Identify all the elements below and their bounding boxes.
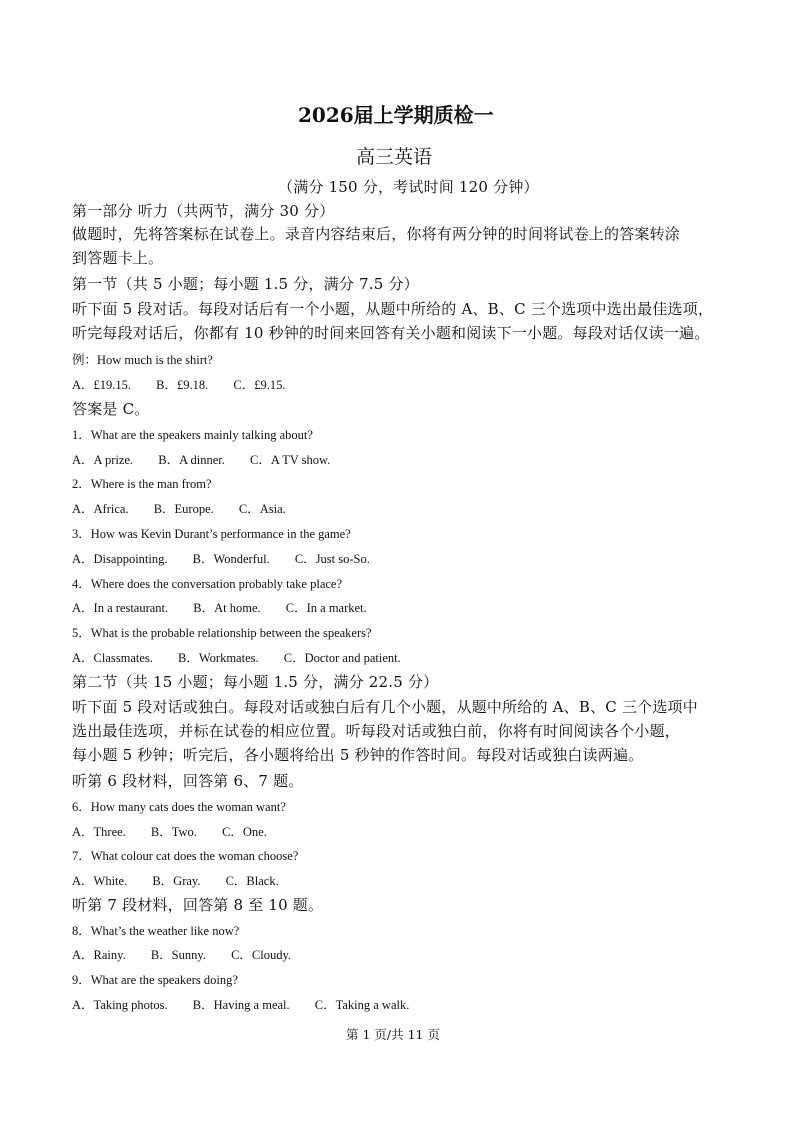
- section1-heading: 第一节（共 5 小题；每小题 1.5 分，满分 7.5 分）: [72, 275, 419, 293]
- example-question: 例：How much is the shirt?: [72, 353, 213, 367]
- option-b: B．Sunny.: [150, 948, 206, 962]
- question-7-options: [72, 871, 301, 889]
- question-8-options: [72, 945, 313, 963]
- option-b: B．Having a meal.: [192, 998, 290, 1012]
- option-c: C．Cloudy.: [231, 948, 292, 962]
- option-c: C．Asia.: [238, 502, 286, 516]
- option-c: C．Black.: [225, 874, 279, 888]
- option-b: B．At home.: [193, 601, 261, 615]
- material-6-heading: 听第 6 段材料，回答第 6、7 题。: [72, 772, 304, 790]
- question-4: 4．Where does the conversation probably take place?: [72, 577, 343, 591]
- option-c: C．£9.15.: [233, 378, 286, 392]
- section2-heading: 第二节（共 15 小题；每小题 1.5 分，满分 22.5 分）: [72, 673, 439, 691]
- question-3: 3．How was Kevin Durant’s performance in the game?: [72, 527, 351, 541]
- option-a: A．Disappointing.: [72, 552, 168, 566]
- option-b: B．£9.18.: [156, 378, 209, 392]
- option-a: A．A prize.: [72, 453, 134, 467]
- question-2-options: [72, 499, 308, 517]
- question-3-options: [72, 549, 392, 567]
- example-options: [72, 375, 307, 393]
- option-b: B．Gray.: [152, 874, 201, 888]
- question-8: 8．What’s the weather like now?: [72, 924, 240, 938]
- option-a: A．Rainy.: [72, 948, 126, 962]
- section2-instruction-3: 每小题 5 秒钟；听完后，各小题将给出 5 秒钟的作答时间。每段对话或独白读两遍。: [72, 746, 644, 764]
- section2-instruction-2: 选出最佳选项，并标在试卷的相应位置。听每段对话或独白前，你将有时间阅读各个小题，: [72, 722, 681, 740]
- part1-heading: 第一部分 听力（共两节，满分 30 分）: [72, 202, 335, 220]
- question-6: 6．How many cats does the woman want?: [72, 800, 286, 814]
- page-number: 第 1 页/共 11 页: [346, 1027, 440, 1042]
- part1-instruction-2: 到答题卡上。: [72, 249, 164, 267]
- question-9-options: [72, 995, 431, 1013]
- option-b: B．Europe.: [153, 502, 214, 516]
- option-a: A．Taking photos.: [72, 998, 168, 1012]
- option-c: C．In a market.: [285, 601, 367, 615]
- exam-title: 2026届上学期质检一: [298, 103, 494, 127]
- section1-instruction-1: 听下面 5 段对话。每段对话后有一个小题，从题中所给的 A、B、C 三个选项中选出最佳选项，: [72, 300, 714, 318]
- option-c: C．Just so-So.: [294, 552, 370, 566]
- option-c: C．One.: [222, 825, 267, 839]
- question-7: 7．What colour cat does the woman choose?: [72, 849, 299, 863]
- exam-note: （满分 150 分，考试时间 120 分钟）: [278, 178, 539, 196]
- section1-instruction-2: 听完每段对话后，你都有 10 秒钟的时间来回答有关小题和阅读下一小题。每段对话仅读一遍。: [72, 324, 710, 342]
- material-7-heading: 听第 7 段材料，回答第 8 至 10 题。: [72, 896, 324, 914]
- option-b: B．Wonderful.: [192, 552, 270, 566]
- option-a: A．Africa.: [72, 502, 129, 516]
- question-9: 9．What are the speakers doing?: [72, 973, 238, 987]
- section2-instruction-1: 听下面 5 段对话或独白。每段对话或独白后有几个小题，从题中所给的 A、B、C 三个选项中: [72, 698, 698, 716]
- option-a: A．Three.: [72, 825, 126, 839]
- part1-instruction-1: 做题时，先将答案标在试卷上。录音内容结束后，你将有两分钟的时间将试卷上的答案转涂: [72, 225, 681, 243]
- option-b: B．Two.: [150, 825, 197, 839]
- question-2: 2．Where is the man from?: [72, 477, 212, 491]
- option-a: A．In a restaurant.: [72, 601, 169, 615]
- question-5-options: [72, 648, 423, 666]
- option-b: B．A dinner.: [158, 453, 225, 467]
- option-b: B．Workmates.: [178, 651, 259, 665]
- exam-subject: 高三英语: [356, 146, 433, 168]
- question-1-options: [72, 450, 352, 468]
- question-4-options: [72, 598, 389, 616]
- option-a: A．Classmates.: [72, 651, 153, 665]
- option-c: C．Doctor and patient.: [283, 651, 401, 665]
- option-a: A．White.: [72, 874, 128, 888]
- question-6-options: [72, 822, 289, 840]
- option-c: C．A TV show.: [250, 453, 331, 467]
- example-answer: 答案是 C。: [72, 400, 150, 418]
- question-1: 1．What are the speakers mainly talking about?: [72, 428, 313, 442]
- option-a: A．£19.15.: [72, 378, 132, 392]
- option-c: C．Taking a walk.: [314, 998, 410, 1012]
- question-5: 5．What is the probable relationship between the speakers?: [72, 626, 372, 640]
